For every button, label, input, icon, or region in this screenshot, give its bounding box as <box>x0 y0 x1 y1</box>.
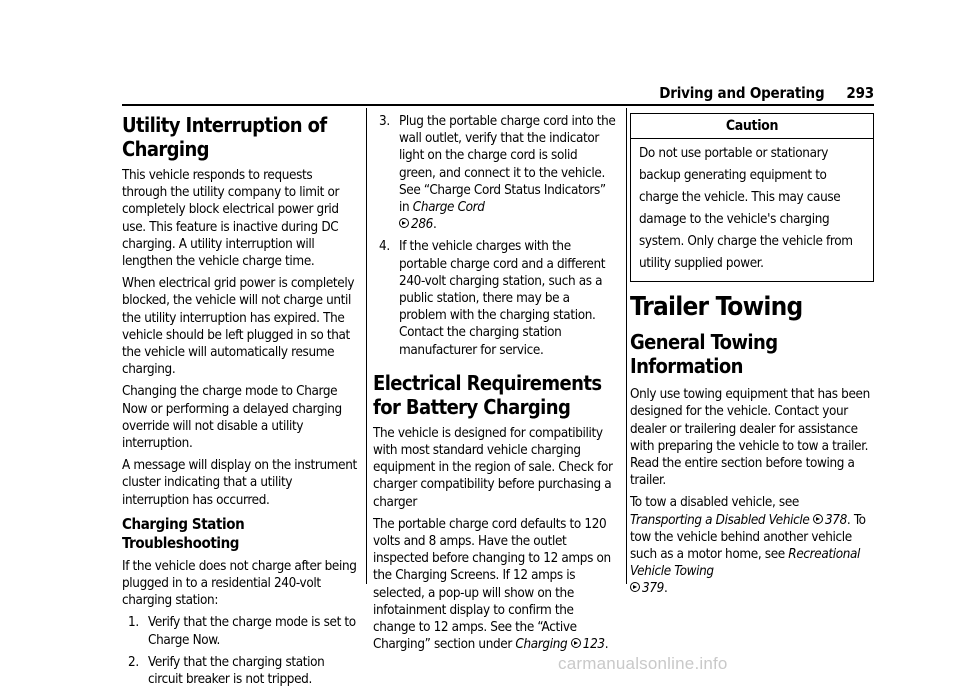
cross-reference-link[interactable]: Transporting a Disabled Vehicle <box>630 512 810 528</box>
cross-reference-link[interactable]: Charging <box>515 637 568 653</box>
paragraph: If the vehicle does not charge after being plugged in to a residential 240-volt charging station: <box>122 558 357 609</box>
list-item: 3. Plug the portable charge cord into the wall outlet, verify that the indicator light on the charge cord is solid green, and connect it to the vehicle. See “Charge Cord Status Indicators” in Charge Cord 286. <box>379 114 616 233</box>
column-divider-1 <box>366 108 367 584</box>
page-reference-icon <box>399 218 409 228</box>
section-title: Driving and Operating <box>659 84 825 102</box>
header-rule <box>122 104 874 106</box>
troubleshooting-steps <box>122 614 358 688</box>
page-reference[interactable]: 123 <box>582 637 605 653</box>
list-item: 4. If the vehicle charges with the portable charge cord and a different 240-volt charging station, such as a public station, there may be a problem with the charging station. Contact the charging station manufacturer for service. <box>379 239 606 358</box>
troubleshooting-steps-continued <box>373 113 617 359</box>
heading-general-towing-information: General Towing Information <box>630 330 778 379</box>
cross-reference-link[interactable]: Recreational Vehicle Towing <box>630 547 861 580</box>
list-item: 2. Verify that the charging station circuit breaker is not tripped. <box>128 654 325 688</box>
paragraph: Changing the charge mode to Charge Now or performing a delayed charging override will not disable a utility interruption. <box>122 384 342 452</box>
page-reference-icon <box>571 638 581 648</box>
caution-body: Do not use portable or stationary backup generating equipment to charge the vehicle. This may cause damage to the vehicle's charging system. Only charge the vehicle from utility supplied power. <box>639 146 853 272</box>
heading-trailer-towing: Trailer Towing <box>630 292 803 323</box>
caution-box <box>630 113 874 282</box>
column-divider-2 <box>626 108 627 584</box>
column-2 <box>373 113 617 658</box>
page-number: 293 <box>846 84 874 102</box>
paragraph: To tow a disabled vehicle, see Transporting a Disabled Vehicle 378. To tow the vehicle behind another vehicle such as a motor home, see Recreational Vehicle Towing 379. <box>630 495 866 597</box>
column-1 <box>122 113 358 693</box>
page-reference[interactable]: 286 <box>411 217 433 233</box>
page-header <box>122 84 874 102</box>
heading-electrical-requirements: Electrical Requirements for Battery Charging <box>373 370 602 419</box>
column-3 <box>630 113 874 603</box>
page-reference-icon <box>630 582 640 592</box>
cross-reference-link[interactable]: Charge Cord <box>412 200 485 216</box>
paragraph: The portable charge cord defaults to 120 volts and 8 amps. Have the outlet inspected before changing to 12 amps on the Charging Screens. If 12 amps is selected, a pop-up will show on the infotainment display to confirm the change to 12 amps. See the “Active Charging” section under Charging 123. <box>373 516 611 653</box>
paragraph: When electrical grid power is completely blocked, the vehicle will not charge until the utility interruption has expired. The vehicle should be left plugged in so that the vehicle will automatically resume charging. <box>122 276 355 378</box>
page-reference[interactable]: 378 <box>824 512 847 528</box>
paragraph: A message will display on the instrument cluster indicating that a utility interruption has occurred. <box>122 458 357 508</box>
heading-charging-station-troubleshooting: Charging Station Troubleshooting <box>122 514 245 552</box>
page-reference[interactable]: 379 <box>642 581 664 597</box>
paragraph: The vehicle is designed for compatibility with most standard vehicle charging equipment in the region of sale. Check for charger compatibility before purchasing a charger <box>373 425 613 510</box>
paragraph: This vehicle responds to requests through the utility company to limit or completely block electrical power grid use. This feature is inactive during DC charging. A utility interruption will lengthen the vehicle charge time. <box>122 168 340 270</box>
list-item: 1. Verify that the charge mode is set to Charge Now. <box>128 615 356 648</box>
watermark: carmanualsonline.info <box>558 654 728 673</box>
paragraph: Only use towing equipment that has been designed for the vehicle. Contact your dealer or trailering dealer for assistance with preparing the vehicle to tow a trailer. Read the entire section before towing a trailer. <box>630 387 870 489</box>
heading-utility-interruption: Utility Interruption of Charging <box>122 113 327 161</box>
page-reference-icon <box>813 514 823 524</box>
caution-title: Caution <box>631 114 873 139</box>
